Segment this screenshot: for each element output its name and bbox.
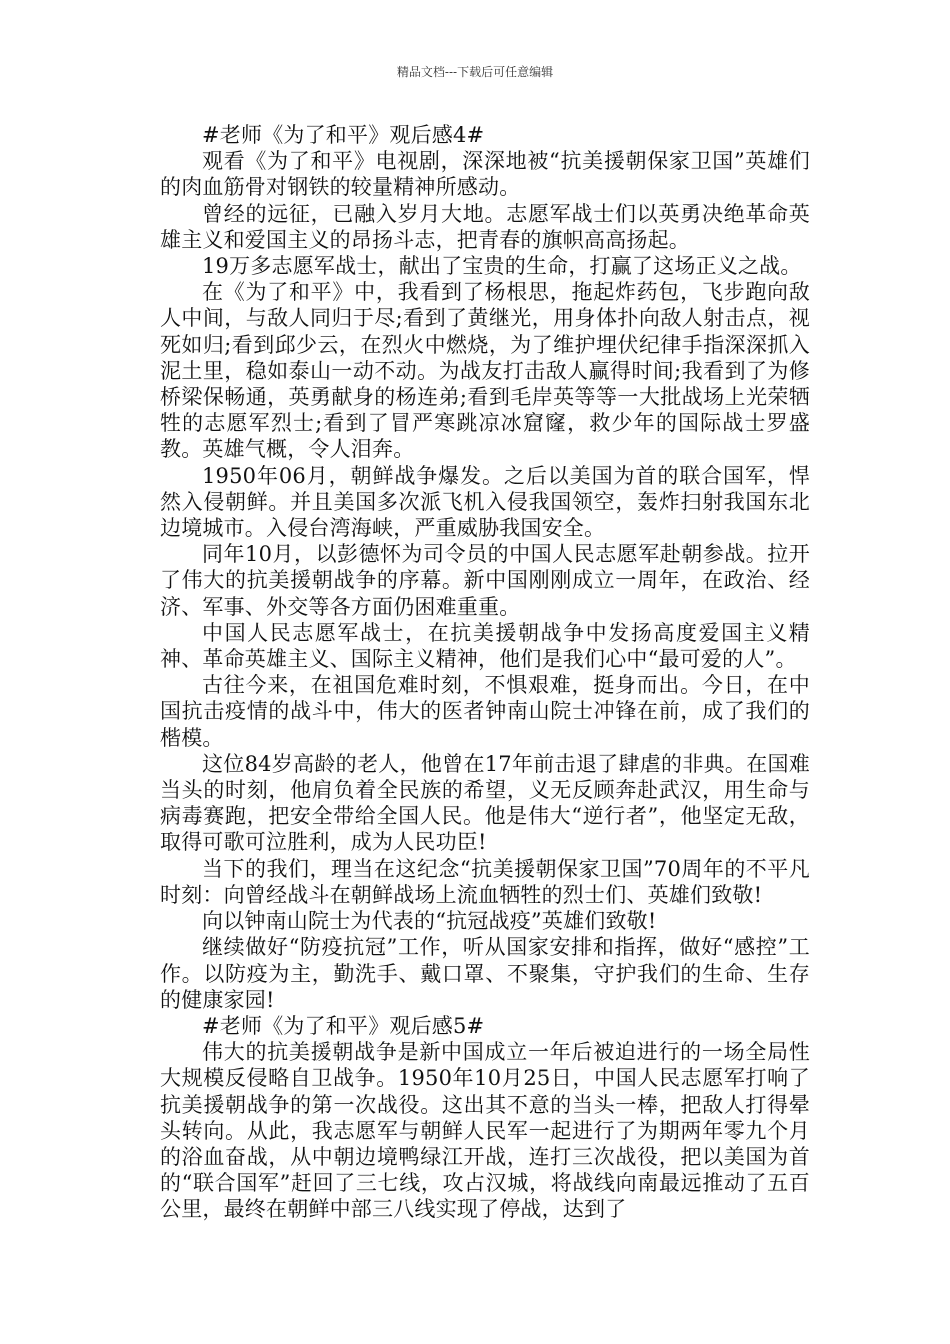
paragraph: 曾经的远征，已融入岁月大地。志愿军战士们以英勇决绝革命英雄主义和爱国主义的昂扬斗志，把青春的旗帜高高扬起。 bbox=[160, 201, 810, 252]
section-heading-5: #老师《为了和平》观后感5# bbox=[202, 1013, 485, 1038]
paragraph: 1950年06月，朝鲜战争爆发。之后以美国为首的联合国军，悍然入侵朝鲜。并且美国多次派飞机入侵我国领空，轰炸扫射我国东北边境城市。入侵台湾海峡，严重威胁我国安全。 bbox=[160, 463, 810, 541]
paragraph: 向以钟南山院士为代表的“抗冠战疫”英雄们致敬! bbox=[202, 909, 657, 934]
paragraph: 这位84岁高龄的老人，他曾在17年前击退了肆虐的非典。在国难当头的时刻，他肩负着全民族的希望，义无反顾奔赴武汉，用生命与病毒赛跑，把安全带给全国人民。他是伟大“逆行者”，他坚定无敌，取得可歌可泣胜利，成为人民功臣! bbox=[160, 751, 810, 855]
paragraph: 19万多志愿军战士，献出了宝贵的生命，打赢了这场正义之战。 bbox=[202, 254, 802, 279]
paragraph: 继续做好“防疫抗冠”工作，听从国家安排和指挥，做好“感控”工作。以防疫为主，勤洗手、戴口罩、不聚集，守护我们的生命、生存的健康家园! bbox=[160, 935, 810, 1012]
paragraph: 观看《为了和平》电视剧，深深地被“抗美援朝保家卫国”英雄们的肉血筋骨对钢铁的较量精神所感动。 bbox=[160, 149, 810, 200]
paragraph: 古往今来，在祖国危难时刻，不惧艰难，挺身而出。今日，在中国抗击疫情的战斗中，伟大的医者钟南山院士冲锋在前，成了我们的楷模。 bbox=[160, 673, 810, 750]
paragraph: 同年10月，以彭德怀为司令员的中国人民志愿军赴朝参战。拉开了伟大的抗美援朝战争的序幕。新中国刚刚成立一周年，在政治、经济、军事、外交等各方面仍困难重重。 bbox=[160, 542, 810, 619]
paragraph: 中国人民志愿军战士，在抗美援朝战争中发扬高度爱国主义精神、革命英雄主义、国际主义精神，他们是我们心中“最可爱的人”。 bbox=[160, 620, 810, 672]
document-body bbox=[160, 122, 810, 1223]
page-header: 精品文档---下载后可任意编辑 bbox=[396, 65, 554, 79]
paragraph: 当下的我们，理当在这纪念“抗美援朝保家卫国”70周年的不平凡时刻：向曾经战斗在朝鲜战场上流血牺牲的烈士们、英雄们致敬! bbox=[160, 856, 810, 907]
paragraph: 伟大的抗美援朝战争是新中国成立一年后被迫进行的一场全局性大规模反侵略自卫战争。1950年10月25日，中国人民志愿军打响了抗美援朝战争的第一次战役。这出其不意的当头一棒，把敌人打得晕头转向。从此，我志愿军与朝鲜人民军一起进行了为期两年零九个月的浴血奋战，从中朝边境鸭绿江开战，连打三次战役，把以美国为首的“联合国军”赶回了三七线，攻占汉城，将战线向南最远推动了五百公里，最终在朝鲜中部三八线实现了停战，达到了 bbox=[160, 1040, 810, 1222]
section-heading-4: #老师《为了和平》观后感4# bbox=[202, 123, 485, 147]
paragraph: 在《为了和平》中，我看到了杨根思，拖起炸药包，飞步跑向敌人中间，与敌人同归于尽;看到了黄继光，用身体扑向敌人射击点，视死如归;看到邱少云，在烈火中燃烧，为了维护埋伏纪律手指深深抓入泥土里，稳如泰山一动不动。为战友打击敌人赢得时间;我看到了为修桥梁保畅通，英勇献身的杨连弟;看到毛岸英等等一大批战场上光荣牺牲的志愿军烈士;看到了冒严寒跳凉冰窟窿，救少年的国际战士罗盛教。英雄气概，令人泪奔。 bbox=[160, 280, 810, 462]
